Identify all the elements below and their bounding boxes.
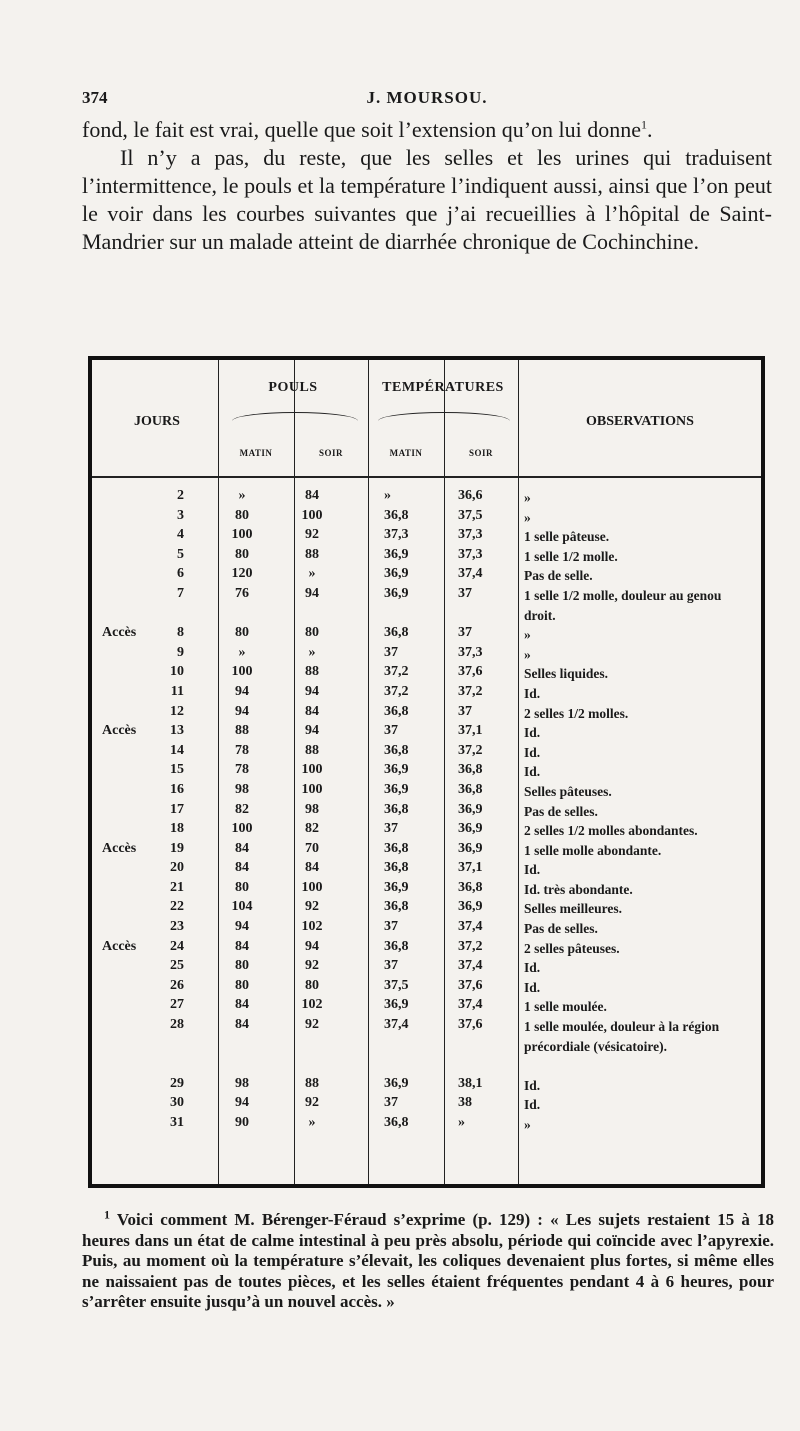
cell-pouls-matin: 100	[231, 664, 253, 680]
paragraph-text: fond, le fait est vrai, quelle que soit l’extension qu’on lui donne	[82, 117, 642, 142]
cell-pouls-soir: 100	[301, 762, 323, 778]
cell-temp-matin: 37	[384, 644, 398, 660]
cell-pouls-soir: 80	[305, 625, 319, 641]
cell-pouls-soir: 92	[305, 527, 319, 543]
cell-pouls-soir: 92	[305, 899, 319, 915]
cell-acces: Accès	[102, 625, 137, 641]
table-row	[92, 684, 761, 704]
cell-temp-matin: 36,9	[384, 585, 409, 601]
cell-observation: Id.	[524, 744, 541, 760]
cell-temp-soir: 37,6	[458, 664, 483, 680]
cell-pouls-matin: 98	[235, 781, 249, 797]
cell-pouls-matin: 98	[235, 1075, 249, 1091]
cell-day: 13	[170, 723, 184, 739]
table-row	[92, 1115, 761, 1135]
cell-observation: 1 selle pâteuse.	[524, 529, 610, 545]
cell-temp-soir: 36,6	[458, 488, 483, 503]
cell-pouls-soir: 92	[305, 1017, 319, 1033]
table-row	[92, 802, 761, 822]
cell-day: 15	[170, 762, 184, 778]
cell-pouls-matin: 100	[231, 821, 253, 837]
cell-day: 5	[177, 546, 184, 562]
cell-pouls-soir: 84	[305, 488, 319, 503]
cell-pouls-soir: 84	[305, 860, 319, 876]
cell-temp-matin: 37	[384, 958, 398, 974]
cell-temp-soir: 37,2	[458, 683, 483, 699]
table-row	[92, 586, 761, 625]
cell-temp-soir: 36,8	[458, 879, 483, 895]
cell-pouls-soir: 102	[301, 997, 323, 1013]
cell-temp-matin: 36,8	[384, 507, 409, 523]
cell-temp-matin: 37,2	[384, 683, 409, 699]
cell-pouls-soir: 70	[305, 840, 319, 856]
cell-temp-matin: 37,5	[384, 977, 409, 993]
cell-temp-matin: 37	[384, 821, 398, 837]
cell-pouls-matin: 90	[235, 1115, 249, 1131]
cell-pouls-matin: 80	[235, 879, 249, 895]
cell-temp-soir: 37,3	[458, 644, 483, 660]
cell-observation: Pas de selle.	[524, 568, 593, 584]
cell-pouls-soir: 88	[305, 742, 319, 758]
cell-temp-soir: 36,8	[458, 762, 483, 778]
table-row	[92, 547, 761, 567]
cell-pouls-matin: 84	[235, 997, 249, 1013]
cell-temp-matin: 36,8	[384, 703, 409, 719]
cell-day: 20	[170, 860, 184, 876]
cell-day: 19	[170, 840, 184, 856]
footnote-text: Voici comment M. Bérenger-Féraud s’exprime (p. 129) : « Les sujets restaient 15 à 18 heures dans un état de calme intestinal à peu près absolu, période qui coïncide avec l’apyrexie. Puis, au moment où la température s’élevait, les coliques devenaient plus fortes, si même elles ne naissaient pas de toutes pièces, et les selles étaient fréquentes pendant 4 à 6 heures, pour s’arrêter ensuite jusqu’à un nouvel accès. »	[82, 1210, 774, 1311]
cell-day: 26	[170, 977, 184, 993]
cell-day: 4	[177, 527, 184, 543]
cell-observation: 1 selle moulée.	[524, 999, 607, 1015]
table-row	[92, 645, 761, 665]
header-temp-matin: MATIN	[389, 448, 423, 458]
cell-observation: 1 selle moulée, douleur à la région précordiale (vésicatoire).	[524, 1019, 720, 1054]
cell-observation: »	[524, 490, 531, 505]
cell-pouls-soir: 94	[305, 723, 319, 739]
cell-observation: Id. très abondante.	[524, 881, 633, 897]
header-temp-soir: SOIR	[468, 448, 493, 458]
table-row	[92, 664, 761, 684]
table-row	[92, 1017, 761, 1076]
cell-temp-matin: 36,9	[384, 566, 409, 582]
pouls-brace	[232, 412, 358, 421]
cell-pouls-soir: »	[308, 1115, 316, 1131]
cell-observation: Id.	[524, 764, 541, 780]
footnote	[82, 1207, 774, 1313]
table-row	[92, 782, 761, 802]
cell-temp-matin: 36,8	[384, 840, 409, 856]
cell-temp-soir: 37,3	[458, 546, 483, 562]
table-row	[92, 997, 761, 1017]
body-text	[82, 116, 772, 256]
cell-day: 8	[177, 625, 184, 641]
cell-observation: 2 selles 1/2 molles abondantes.	[524, 823, 698, 839]
cell-acces: Accès	[102, 938, 137, 954]
cell-temp-matin: 37,2	[384, 664, 409, 680]
table-row	[92, 1095, 761, 1115]
cell-day: 14	[170, 742, 184, 758]
cell-observation: Pas de selles.	[524, 803, 598, 819]
cell-temp-matin: 36,8	[384, 742, 409, 758]
cell-day: 31	[170, 1115, 184, 1131]
cell-day: 29	[170, 1075, 184, 1091]
cell-temp-matin: 36,8	[384, 899, 409, 915]
cell-temp-soir: 37,5	[458, 507, 483, 523]
table-row	[92, 625, 761, 645]
table-row	[92, 527, 761, 547]
cell-pouls-soir: 88	[305, 1075, 319, 1091]
cell-observation: »	[524, 646, 531, 662]
cell-pouls-soir: 98	[305, 801, 319, 817]
cell-temp-soir: 38,1	[458, 1075, 483, 1091]
cell-pouls-soir: 102	[301, 919, 323, 935]
cell-temp-soir: 36,9	[458, 840, 483, 856]
cell-pouls-soir: 94	[305, 683, 319, 699]
cell-observation: Id.	[524, 685, 541, 701]
cell-temp-matin: 36,9	[384, 879, 409, 895]
cell-pouls-soir: 88	[305, 664, 319, 680]
cell-temp-matin: 37	[384, 1095, 398, 1111]
cell-pouls-soir: 84	[305, 703, 319, 719]
table-row	[92, 880, 761, 900]
table-row	[92, 841, 761, 861]
cell-temp-soir: 37,6	[458, 1017, 483, 1033]
header-observations: OBSERVATIONS	[586, 414, 694, 429]
cell-pouls-matin: 80	[235, 507, 249, 523]
cell-pouls-matin: 84	[235, 1017, 249, 1033]
cell-pouls-soir: 94	[305, 938, 319, 954]
table-row	[92, 723, 761, 743]
cell-pouls-matin: »	[238, 644, 246, 660]
table-row	[92, 899, 761, 919]
cell-day: 25	[170, 958, 184, 974]
cell-pouls-matin: »	[238, 488, 246, 503]
cell-temp-matin: »	[384, 488, 391, 503]
cell-day: 17	[170, 801, 184, 817]
cell-day: 10	[170, 664, 184, 680]
cell-temp-soir: 37,4	[458, 919, 483, 935]
cell-pouls-soir: 100	[301, 879, 323, 895]
cell-day: 22	[170, 899, 184, 915]
table-row	[92, 743, 761, 763]
cell-observation: »	[524, 509, 531, 525]
cell-day: 24	[170, 938, 184, 954]
cell-pouls-soir: 94	[305, 585, 319, 601]
table-row	[92, 821, 761, 841]
table-row	[92, 566, 761, 586]
cell-day: 18	[170, 821, 184, 837]
cell-temp-matin: 36,9	[384, 762, 409, 778]
header-pouls-matin: MATIN	[239, 448, 273, 458]
cell-pouls-soir: »	[308, 566, 316, 582]
cell-temp-soir: 37,4	[458, 566, 483, 582]
cell-temp-soir: 37,2	[458, 742, 483, 758]
header-pouls: POULS	[268, 380, 318, 395]
cell-pouls-matin: 84	[235, 860, 249, 876]
cell-day: 2	[177, 488, 184, 503]
cell-observation: Id.	[524, 960, 541, 976]
cell-pouls-matin: 82	[235, 801, 249, 817]
table-row	[92, 488, 761, 508]
page-number: 374	[82, 88, 108, 107]
cell-day: 9	[177, 644, 184, 660]
cell-day: 21	[170, 879, 184, 895]
table-row	[92, 939, 761, 959]
cell-temp-soir: 37,4	[458, 958, 483, 974]
cell-observation: Id.	[524, 725, 541, 741]
cell-day: 16	[170, 781, 184, 797]
table-row	[92, 1076, 761, 1096]
cell-pouls-matin: 88	[235, 723, 249, 739]
cell-day: 3	[177, 507, 184, 523]
table-row	[92, 860, 761, 880]
header-temperatures: TEMPÉRATURES	[382, 380, 504, 395]
table-row	[92, 919, 761, 939]
cell-temp-matin: 36,8	[384, 625, 409, 641]
cell-pouls-soir: 100	[301, 781, 323, 797]
cell-pouls-matin: 80	[235, 625, 249, 641]
cell-temp-soir: 37,2	[458, 938, 483, 954]
table-row	[92, 704, 761, 724]
running-header	[82, 88, 772, 112]
cell-temp-soir: »	[458, 1115, 465, 1131]
cell-temp-matin: 36,8	[384, 938, 409, 954]
cell-pouls-matin: 80	[235, 546, 249, 562]
cell-day: 7	[177, 585, 184, 601]
footnote-marker: 1	[104, 1207, 110, 1222]
table-row	[92, 508, 761, 528]
table-row	[92, 762, 761, 782]
cell-pouls-matin: 76	[235, 585, 249, 601]
cell-temp-soir: 38	[458, 1095, 472, 1111]
cell-temp-soir: 37,3	[458, 527, 483, 543]
cell-pouls-matin: 100	[231, 527, 253, 543]
cell-temp-matin: 36,9	[384, 546, 409, 562]
running-author: J. MOURSOU.	[366, 88, 488, 107]
cell-temp-matin: 36,8	[384, 1115, 409, 1131]
cell-temp-matin: 36,9	[384, 781, 409, 797]
cell-pouls-soir: 100	[301, 507, 323, 523]
cell-observation: 1 selle molle abondante.	[524, 842, 662, 858]
cell-pouls-soir: 80	[305, 977, 319, 993]
cell-observation: 1 selle 1/2 molle, douleur au genou droit.	[524, 587, 722, 623]
cell-observation: Id.	[524, 862, 541, 878]
footnote-reference: 1	[641, 117, 648, 132]
table-row	[92, 978, 761, 998]
cell-temp-soir: 37,1	[458, 723, 483, 739]
cell-observation: 1 selle 1/2 molle.	[524, 548, 618, 564]
cell-temp-soir: 36,9	[458, 801, 483, 817]
cell-pouls-matin: 84	[235, 938, 249, 954]
cell-observation: Id.	[524, 979, 541, 995]
cell-acces: Accès	[102, 840, 137, 856]
cell-observation: Id.	[524, 1077, 541, 1093]
cell-temp-matin: 36,8	[384, 860, 409, 876]
cell-day: 6	[177, 566, 184, 582]
header-divider	[92, 476, 761, 478]
cell-pouls-soir: 92	[305, 1095, 319, 1111]
cell-pouls-matin: 120	[231, 566, 253, 582]
cell-observation: Selles pâteuses.	[524, 783, 612, 799]
cell-observation: Selles meilleures.	[524, 901, 622, 917]
cell-acces: Accès	[102, 723, 137, 739]
cell-pouls-matin: 94	[235, 703, 249, 719]
observation-table	[88, 356, 765, 1188]
cell-pouls-matin: 104	[231, 899, 253, 915]
cell-pouls-matin: 80	[235, 977, 249, 993]
paragraph: Il n’y a pas, du reste, que les selles et les urines qui traduisent l’intermittence, le pouls et la température l’indiquent aussi, ainsi que l’on peut le voir dans les courbes suivantes que j’ai recueillies à l’hôpital de Saint-Mandrier sur un malade atteint de diarrhée chronique de Cochinchine.	[82, 145, 772, 254]
cell-temp-soir: 36,9	[458, 899, 483, 915]
cell-pouls-soir: »	[308, 644, 316, 660]
cell-temp-soir: 37,6	[458, 977, 483, 993]
cell-temp-matin: 37,3	[384, 527, 409, 543]
cell-observation: »	[524, 1117, 531, 1133]
cell-pouls-matin: 94	[235, 683, 249, 699]
table-body	[92, 488, 761, 1135]
header-pouls-soir: SOIR	[318, 448, 343, 458]
cell-day: 28	[170, 1017, 184, 1033]
cell-day: 11	[170, 683, 184, 699]
cell-pouls-soir: 82	[305, 821, 319, 837]
cell-temp-matin: 36,9	[384, 1075, 409, 1091]
cell-day: 30	[170, 1095, 184, 1111]
cell-pouls-matin: 78	[235, 742, 249, 758]
cell-pouls-matin: 78	[235, 762, 249, 778]
cell-temp-soir: 37,4	[458, 997, 483, 1013]
cell-observation: Selles liquides.	[524, 666, 609, 682]
cell-pouls-matin: 94	[235, 919, 249, 935]
cell-pouls-soir: 88	[305, 546, 319, 562]
cell-pouls-matin: 80	[235, 958, 249, 974]
cell-temp-soir: 36,9	[458, 821, 483, 837]
cell-observation: 2 selles pâteuses.	[524, 940, 620, 956]
cell-temp-matin: 36,8	[384, 801, 409, 817]
cell-temp-matin: 37	[384, 919, 398, 935]
cell-temp-soir: 36,8	[458, 781, 483, 797]
cell-pouls-soir: 92	[305, 958, 319, 974]
cell-observation: Id.	[524, 1097, 541, 1113]
cell-temp-soir: 37	[458, 703, 472, 719]
paragraph-continuation: fond, le fait est vrai, quelle que soit l’extension qu’on lui donne$^1$.	[82, 117, 653, 142]
cell-day: 27	[170, 997, 184, 1013]
cell-temp-soir: 37,1	[458, 860, 483, 876]
header-jours: JOURS	[134, 414, 180, 429]
cell-pouls-matin: 94	[235, 1095, 249, 1111]
cell-observation: 2 selles 1/2 molles.	[524, 705, 629, 721]
cell-observation: »	[524, 627, 531, 643]
cell-temp-matin: 37	[384, 723, 398, 739]
table-row	[92, 958, 761, 978]
cell-temp-soir: 37	[458, 625, 472, 641]
cell-temp-matin: 37,4	[384, 1017, 409, 1033]
cell-observation: Pas de selles.	[524, 921, 598, 937]
cell-pouls-matin: 84	[235, 840, 249, 856]
cell-temp-matin: 36,9	[384, 997, 409, 1013]
cell-temp-soir: 37	[458, 585, 472, 601]
cell-day: 12	[170, 703, 184, 719]
cell-day: 23	[170, 919, 184, 935]
